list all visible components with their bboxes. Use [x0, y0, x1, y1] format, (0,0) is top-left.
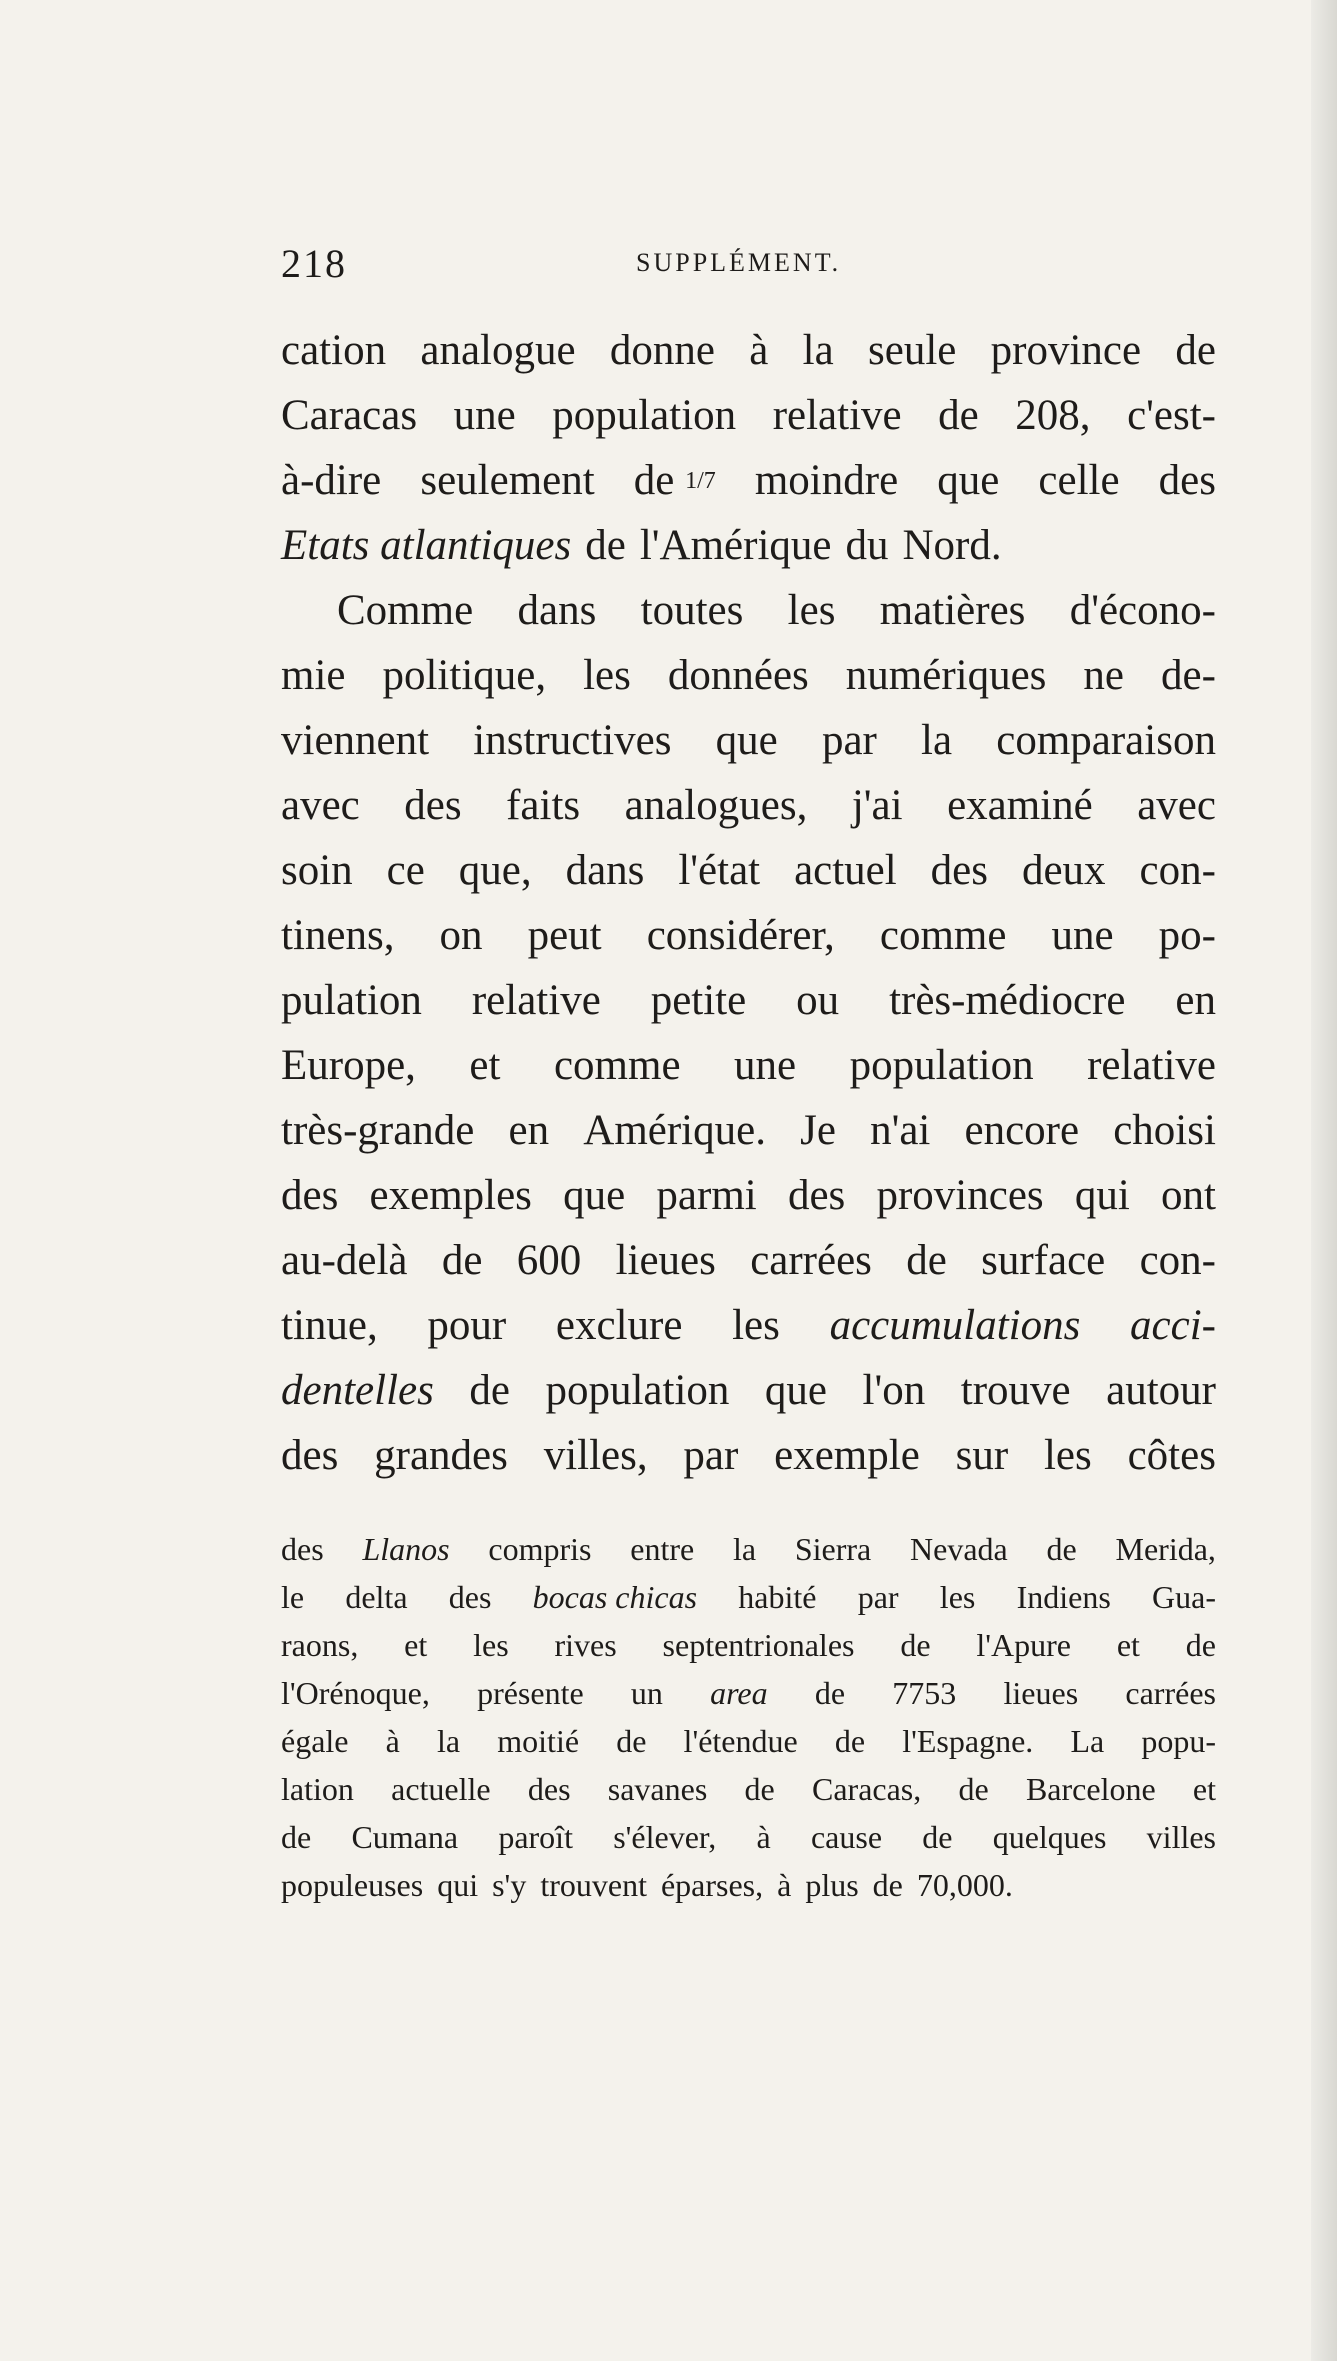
text-line — [281, 708, 1216, 773]
word: de — [585, 522, 626, 569]
word: autour — [1106, 1367, 1216, 1414]
word: Amérique. — [583, 1107, 766, 1154]
word: du — [845, 522, 889, 569]
word: par — [683, 1432, 739, 1479]
word: paroît — [498, 1819, 573, 1855]
word: comme — [553, 1042, 681, 1089]
word: j'ai — [851, 782, 903, 829]
word: égale — [281, 1723, 349, 1759]
word: très-médiocre — [889, 977, 1126, 1024]
word: dans — [517, 587, 597, 634]
word: les — [787, 587, 836, 634]
word: s'y — [492, 1867, 527, 1903]
word: des — [787, 1172, 846, 1219]
word: petite — [650, 977, 747, 1024]
word: pour — [427, 1302, 507, 1349]
word: moitié — [497, 1723, 580, 1759]
word: de — [1175, 327, 1216, 374]
word: l'Apure — [976, 1627, 1071, 1663]
word: lieues — [1003, 1675, 1079, 1711]
word: de — [872, 1867, 903, 1903]
italic-phrase: bocas chicas — [532, 1579, 698, 1615]
note-line — [281, 1669, 1216, 1717]
word: toutes — [640, 587, 744, 634]
text-line — [281, 318, 1216, 383]
word: les — [939, 1579, 976, 1615]
word: population — [849, 1042, 1034, 1089]
word: par — [857, 1579, 899, 1615]
note-line — [281, 1813, 1216, 1861]
word: les — [583, 652, 631, 699]
word: que, — [458, 847, 532, 894]
word: une — [453, 392, 516, 439]
word: en — [1175, 977, 1216, 1024]
word: avec — [1137, 782, 1216, 829]
word: exemple — [774, 1432, 920, 1479]
word: et — [469, 1042, 501, 1089]
text-line — [281, 1358, 1216, 1423]
text-line — [281, 1228, 1216, 1293]
word: analogue — [420, 327, 576, 374]
word: à-dire — [281, 457, 382, 504]
word: numériques — [845, 652, 1047, 699]
word: provinces — [876, 1172, 1044, 1219]
word: septentrionales — [662, 1627, 855, 1663]
note-line — [281, 1717, 1216, 1765]
word: de — [906, 1237, 947, 1284]
word: popu- — [1141, 1723, 1216, 1759]
note-line — [281, 1621, 1216, 1669]
word: viennent — [281, 717, 430, 764]
word: s'élever, — [613, 1819, 717, 1855]
word: la — [732, 1531, 757, 1567]
word: de — [834, 1723, 866, 1759]
word: à — [756, 1819, 771, 1855]
fraction: 1/7 — [685, 468, 716, 494]
text-line — [281, 513, 1216, 578]
word: une — [1051, 912, 1114, 959]
word: et — [404, 1627, 428, 1663]
word: d'écono- — [1069, 587, 1216, 634]
word: comme — [879, 912, 1007, 959]
word: con- — [1139, 847, 1216, 894]
word: trouvent — [540, 1867, 647, 1903]
word: des — [281, 1432, 339, 1479]
word: lation — [281, 1771, 354, 1807]
word: des — [404, 782, 462, 829]
word: Europe, — [281, 1042, 416, 1089]
word: par — [821, 717, 877, 764]
word: la — [802, 327, 834, 374]
word: Gua- — [1152, 1579, 1216, 1615]
word: 208, — [1015, 392, 1091, 439]
word: à — [385, 1723, 400, 1759]
word: en — [508, 1107, 550, 1154]
word: ont — [1161, 1172, 1216, 1219]
word: qui — [437, 1867, 479, 1903]
word: population — [545, 1367, 730, 1414]
word: surface — [981, 1237, 1106, 1284]
word: de — [616, 1723, 647, 1759]
word: province — [990, 327, 1142, 374]
word: 7753 — [892, 1675, 957, 1711]
word: une — [734, 1042, 797, 1089]
word: soin — [281, 847, 353, 894]
word: Comme — [337, 587, 474, 634]
word: de — [441, 1237, 483, 1284]
word: grandes — [374, 1432, 508, 1479]
note-line — [281, 1861, 1216, 1909]
word: dans — [565, 847, 645, 894]
word: seule — [868, 327, 957, 374]
word: des — [281, 1172, 339, 1219]
word: de — [938, 392, 979, 439]
word: exclure — [555, 1302, 683, 1349]
word: de — [469, 1367, 510, 1414]
word: et — [1192, 1771, 1216, 1807]
word: que — [937, 457, 1000, 504]
word: l'Espagne. — [902, 1723, 1034, 1759]
word: on — [439, 912, 483, 959]
text-line — [281, 1098, 1216, 1163]
word: les — [1043, 1432, 1092, 1479]
word: comparaison — [996, 717, 1216, 764]
word: de — [922, 1819, 953, 1855]
word: Indiens — [1016, 1579, 1111, 1615]
word: carrées — [750, 1237, 872, 1284]
word: de- — [1161, 652, 1216, 699]
word: 600 — [516, 1237, 582, 1284]
word: lieues — [615, 1237, 716, 1284]
word: et — [1116, 1627, 1140, 1663]
word: Caracas — [281, 392, 418, 439]
word: encore — [964, 1107, 1080, 1154]
word: relative — [772, 392, 902, 439]
word: instructives — [473, 717, 672, 764]
word: savanes — [607, 1771, 708, 1807]
word: l'Amérique — [639, 522, 832, 569]
word: ce — [386, 847, 425, 894]
word: Nord. — [902, 522, 1002, 569]
italic-phrase: Etats atlantiques — [281, 522, 572, 569]
main-text — [281, 318, 1216, 1488]
word: relative — [1087, 1042, 1216, 1089]
word: avec — [281, 782, 360, 829]
word: compris — [488, 1531, 592, 1567]
word: l'étendue — [683, 1723, 798, 1759]
word: relative — [471, 977, 601, 1024]
word: des — [930, 847, 988, 894]
note-line — [281, 1765, 1216, 1813]
word: des — [448, 1579, 492, 1615]
text-line — [281, 1293, 1216, 1358]
word: delta — [345, 1579, 408, 1615]
word: de — [958, 1771, 989, 1807]
text-line — [281, 968, 1216, 1033]
word: la — [437, 1723, 461, 1759]
word: moindre — [754, 457, 899, 504]
word: cation — [281, 327, 387, 374]
text-line — [281, 448, 1216, 513]
word: le — [281, 1579, 305, 1615]
word: choisi — [1113, 1107, 1216, 1154]
word: po- — [1158, 912, 1216, 959]
word: analogues, — [624, 782, 808, 829]
word: donne — [609, 327, 715, 374]
word: peut — [527, 912, 602, 959]
word: mie — [281, 652, 346, 699]
word: que — [563, 1172, 626, 1219]
italic-word: accumulations — [829, 1302, 1081, 1349]
word: des — [1158, 457, 1216, 504]
text-line — [281, 838, 1216, 903]
word: un — [630, 1675, 663, 1711]
text-line — [281, 1163, 1216, 1228]
word: l'on — [862, 1367, 926, 1414]
text-line — [281, 578, 1216, 643]
word: raons, — [281, 1627, 359, 1663]
word: des — [281, 1531, 324, 1567]
word: trouve — [960, 1367, 1071, 1414]
word: tinens, — [281, 912, 395, 959]
word: actuel — [794, 847, 897, 894]
word: Je — [800, 1107, 836, 1154]
word: de — [900, 1627, 931, 1663]
word: con- — [1139, 1237, 1216, 1284]
word: carrées — [1125, 1675, 1216, 1711]
text-line — [281, 773, 1216, 838]
word: ne — [1083, 652, 1125, 699]
word: examiné — [947, 782, 1093, 829]
word: actuelle — [391, 1771, 491, 1807]
word: de — [1185, 1627, 1216, 1663]
text-line — [281, 383, 1216, 448]
word: à — [777, 1867, 792, 1903]
note-line — [281, 1573, 1216, 1621]
word: exemples — [369, 1172, 532, 1219]
word: La — [1070, 1723, 1105, 1759]
italic-word: area — [710, 1675, 768, 1711]
italic-word: acci- — [1130, 1302, 1216, 1349]
word: rives — [554, 1627, 617, 1663]
word: villes, — [543, 1432, 648, 1479]
italic-word: dentelles — [281, 1367, 434, 1414]
running-head: SUPPLÉMENT. — [636, 248, 842, 277]
word: de — [744, 1771, 775, 1807]
word: de 1/7 — [633, 457, 716, 504]
word: population — [552, 392, 737, 439]
text-line — [281, 1033, 1216, 1098]
page-number: 218 — [281, 241, 347, 286]
word: politique, — [382, 652, 547, 699]
word: présente — [477, 1675, 584, 1711]
word: données — [667, 652, 809, 699]
text-line — [281, 903, 1216, 968]
word: ou — [796, 977, 840, 1024]
word: parmi — [656, 1172, 757, 1219]
word: deux — [1021, 847, 1106, 894]
word: Cumana — [351, 1819, 459, 1855]
word: les — [732, 1302, 780, 1349]
word: l'Orénoque, — [281, 1675, 430, 1711]
word: la — [921, 717, 953, 764]
word: villes — [1146, 1819, 1216, 1855]
word: des — [527, 1771, 571, 1807]
word: de — [1046, 1531, 1077, 1567]
word: de — [281, 1819, 312, 1855]
text-line — [281, 1423, 1216, 1488]
word: éparses, — [660, 1867, 764, 1903]
word: tinue, — [281, 1302, 378, 1349]
word: Merida, — [1115, 1531, 1216, 1567]
word: c'est- — [1127, 392, 1216, 439]
word: très-grande — [281, 1107, 475, 1154]
word: quelques — [992, 1819, 1107, 1855]
word: Barcelone — [1025, 1771, 1156, 1807]
page-edge — [1311, 0, 1337, 2361]
word: faits — [506, 782, 581, 829]
word: que — [764, 1367, 828, 1414]
word: habité — [738, 1579, 817, 1615]
word: Nevada — [910, 1531, 1008, 1567]
word: considérer, — [646, 912, 835, 959]
word: à — [749, 327, 769, 374]
word: qui — [1074, 1172, 1130, 1219]
italic-word: Llanos — [362, 1531, 450, 1567]
note-line — [281, 1525, 1216, 1573]
word: cause — [810, 1819, 883, 1855]
word: plus — [805, 1867, 859, 1903]
word: Caracas, — [811, 1771, 922, 1807]
word: celle — [1038, 457, 1120, 504]
word: côtes — [1127, 1432, 1216, 1479]
word: que — [715, 717, 778, 764]
word: n'ai — [870, 1107, 931, 1154]
word: de — [814, 1675, 846, 1711]
word: au-delà — [281, 1237, 408, 1284]
word: matières — [879, 587, 1026, 634]
page-header — [281, 240, 1216, 300]
word: les — [473, 1627, 509, 1663]
word: entre — [630, 1531, 695, 1567]
word: sur — [955, 1432, 1009, 1479]
text-line — [281, 643, 1216, 708]
word: l'état — [678, 847, 761, 894]
footnote — [281, 1525, 1216, 1909]
word: Sierra — [794, 1531, 872, 1567]
word: pulation — [281, 977, 422, 1024]
word: seulement — [420, 457, 595, 504]
word: 70,000. — [916, 1867, 1013, 1903]
word: populeuses — [281, 1867, 424, 1903]
